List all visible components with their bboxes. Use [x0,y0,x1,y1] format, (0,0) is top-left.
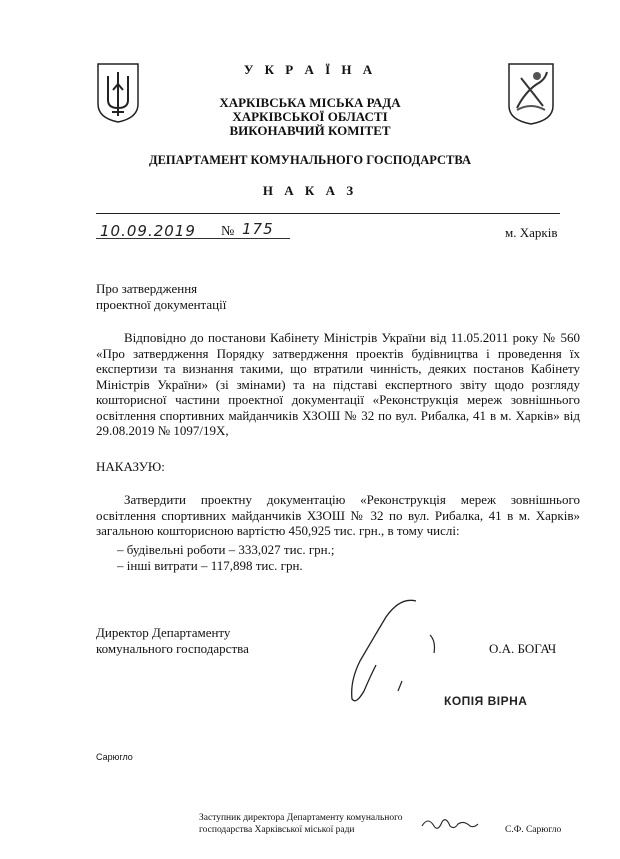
certify-signature-scribble [420,814,480,834]
order-date-handwritten: 10.09.2019 [100,222,196,240]
date-underline [96,238,290,239]
council-line-3: ВИКОНАВЧИЙ КОМІТЕТ [229,123,391,138]
certify-line-1: Заступник директора Департаменту комунального [199,813,403,823]
body-paragraph: Затвердити проектну документацію «Реконструкція мереж зовнішнього освітлення спортивних майданчиків ХЗОШ № 32 по вул. Рибалка, 41 в м. Харків» загальною кошторисною вартістю 450,925 тис. грн., в тому числі: [96,492,580,538]
order-word: НАКАЗУЮ: [96,459,165,474]
certify-line-2: господарства Харківської міської ради [199,825,355,835]
signatory-title-line-1: Директор Департаменту [96,625,231,640]
council-line-1: ХАРКІВСЬКА МІСЬКА РАДА [219,95,401,110]
order-number-sign: № [221,224,235,239]
header-rule [96,213,560,214]
country-heading: У К Р А Ї Н А [243,62,377,77]
handwritten-signature [330,595,450,715]
preamble-paragraph: Відповідно до постанови Кабінету Міністрів України від 11.05.2011 року № 560 «Про затвердження Порядку затвердження проектів будівництва і проведення їх експертизи та визнання такими, що втратили чинність, деяких постанов Кабінету Міністрів України» (зі змінами) та на підставі експертного звіту щодо розгляду кошторисної частини проектної документації «Реконструкція мереж зовнішнього освітлення спортивних майданчиків ХЗОШ № 32 по вул. Рибалка, 41 в м. Харків» від 29.08.2019 № 1097/19Х, [96,330,580,438]
department-heading: ДЕПАРТАМЕНТ КОМУНАЛЬНОГО ГОСПОДАРСТВА [149,153,471,167]
executor-name: Сарюгло [96,752,133,762]
cost-item-1: – будівельні роботи – 333,027 тис. грн.; [117,542,335,557]
subject-line-1: Про затвердження [96,281,198,296]
signatory-name: О.А. БОГАЧ [489,641,557,656]
document-type-heading: Н А К А З [262,183,358,198]
cost-item-2: – інші витрати – 117,898 тис. грн. [117,558,303,573]
copy-certified-stamp: КОПІЯ ВІРНА [444,694,528,708]
council-line-2: ХАРКІВСЬКОЇ ОБЛАСТІ [232,109,388,124]
certify-name: С.Ф. Сарюгло [505,825,562,835]
city-label: м. Харків [505,225,558,240]
order-number-handwritten: 175 [242,220,274,238]
subject-line-2: проектної документації [96,297,227,312]
signatory-title-line-2: комунального господарства [96,641,249,656]
